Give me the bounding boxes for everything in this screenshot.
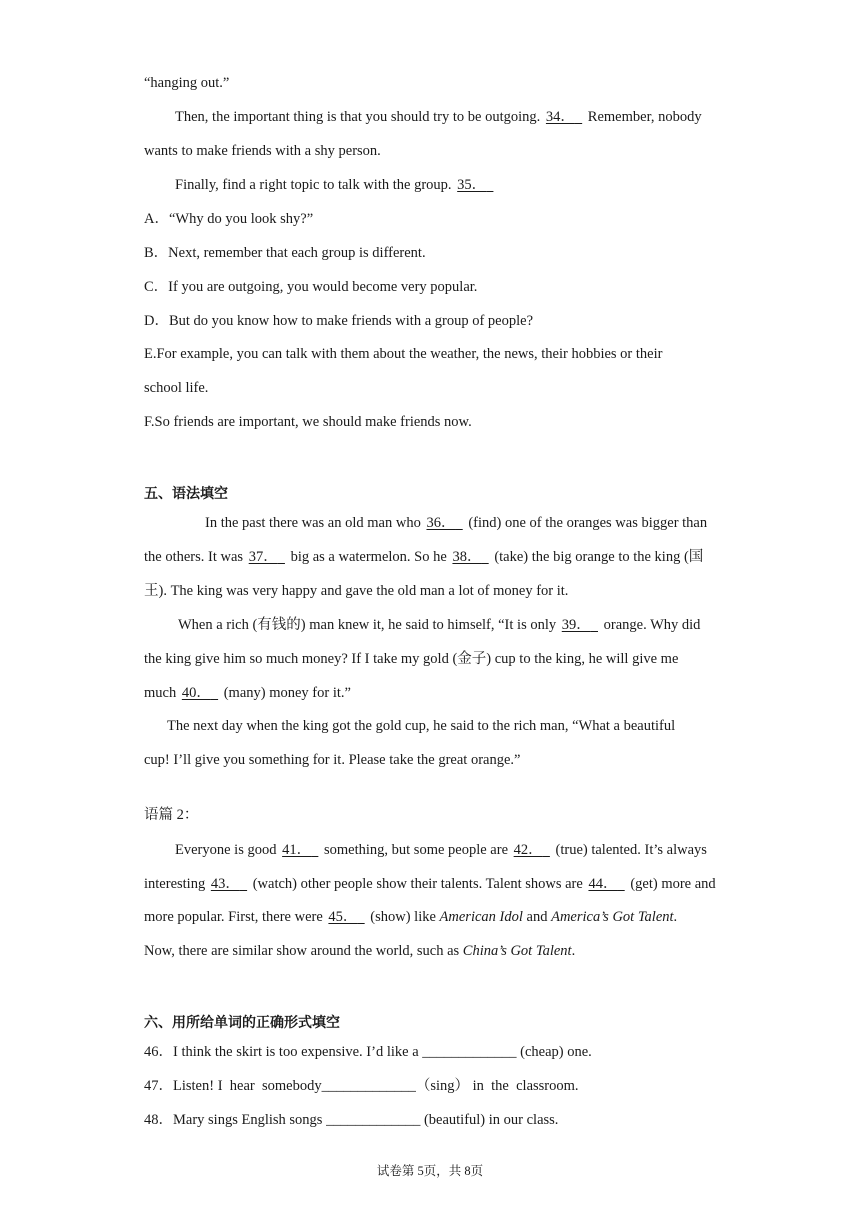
text-line: much 40． (many) money for it.” [144, 685, 351, 701]
option-c: C．If you are outgoing, you would become very popular. [144, 279, 478, 295]
answer-blank-45[interactable]: 45． [328, 909, 358, 925]
option-d: D．But do you know how to make friends with a group of people? [144, 313, 534, 329]
text-line: In the past there was an old man who 36． (find) one of the oranges was bigger than [205, 515, 708, 531]
text-line: 王). The king was very happy and gave the old man a lot of money for it. [144, 583, 569, 599]
answer-blank-34[interactable]: 34． [545, 109, 575, 125]
text-line: the king give him so much money? If I take my gold (金子) cup to the king, he will give me [144, 651, 679, 667]
text-line: When a rich (有钱的) man knew it, he said to himself, “It is only 39． orange. Why did [178, 617, 701, 633]
text-line: interesting 43． (watch) other people show their talents. Talent shows are 44． (get) more and [144, 876, 716, 892]
text-line: The next day when the king got the gold cup, he said to the rich man, “What a beautiful [167, 718, 676, 734]
option-a: A．“Why do you look shy?” [144, 211, 314, 227]
answer-blank-44[interactable]: 44． [588, 876, 618, 892]
answer-blank-43[interactable]: 43． [210, 876, 240, 892]
text-line: Now, there are similar show around the world, such as China’s Got Talent. [144, 943, 576, 959]
answer-blank-40[interactable]: 40． [181, 685, 211, 701]
answer-blank-39[interactable]: 39． [561, 617, 591, 633]
answer-blank-36[interactable]: 36． [426, 515, 456, 531]
question-47: 47．Listen! I hear somebody_____________（sing） in the classroom. [144, 1078, 579, 1094]
option-b: B．Next, remember that each group is different. [144, 245, 426, 261]
answer-blank-35[interactable]: 35． [457, 177, 487, 193]
text-line: Then, the important thing is that you should try to be outgoing. 34． Remember, nobody [175, 109, 702, 125]
section-heading: 五、语法填空 [144, 486, 228, 502]
text-line: Finally, find a right topic to talk with the group. 35． [175, 176, 718, 194]
option-f: F.So friends are important, we should make friends now. [144, 414, 472, 430]
answer-blank-38[interactable]: 38． [452, 549, 482, 565]
option-e: E.For example, you can talk with them about the weather, the news, their hobbies or their [144, 346, 663, 362]
text-line: cup! I’ll give you something for it. Please take the great orange.” [144, 752, 521, 768]
text-line: more popular. First, there were 45． (show) like American Idol and America’s Got Talent. [144, 909, 678, 925]
option-e-cont: school life. [144, 380, 209, 396]
question-46: 46．I think the skirt is too expensive. I’d like a _____________ (cheap) one. [144, 1044, 592, 1060]
answer-blank-37[interactable]: 37． [248, 549, 278, 565]
answer-blank-41[interactable]: 41． [282, 842, 312, 858]
passage-label: 语篇 2： [144, 807, 199, 823]
text-line: “hanging out.” [144, 75, 230, 91]
answer-blank-42[interactable]: 42． [513, 842, 543, 858]
page-footer: 试卷第 5页，共 8页 [376, 1164, 484, 1178]
text-line: wants to make friends with a shy person. [144, 143, 381, 159]
question-48: 48．Mary sings English songs _____________ (beautiful) in our class. [144, 1112, 559, 1128]
section-heading: 六、用所给单词的正确形式填空 [144, 1015, 340, 1031]
text-line: Everyone is good 41． something, but some people are 42． (true) talented. It’s always [175, 842, 707, 858]
text-line: the others. It was 37． big as a watermelon. So he 38． (take) the big orange to the king (国 [144, 549, 704, 565]
